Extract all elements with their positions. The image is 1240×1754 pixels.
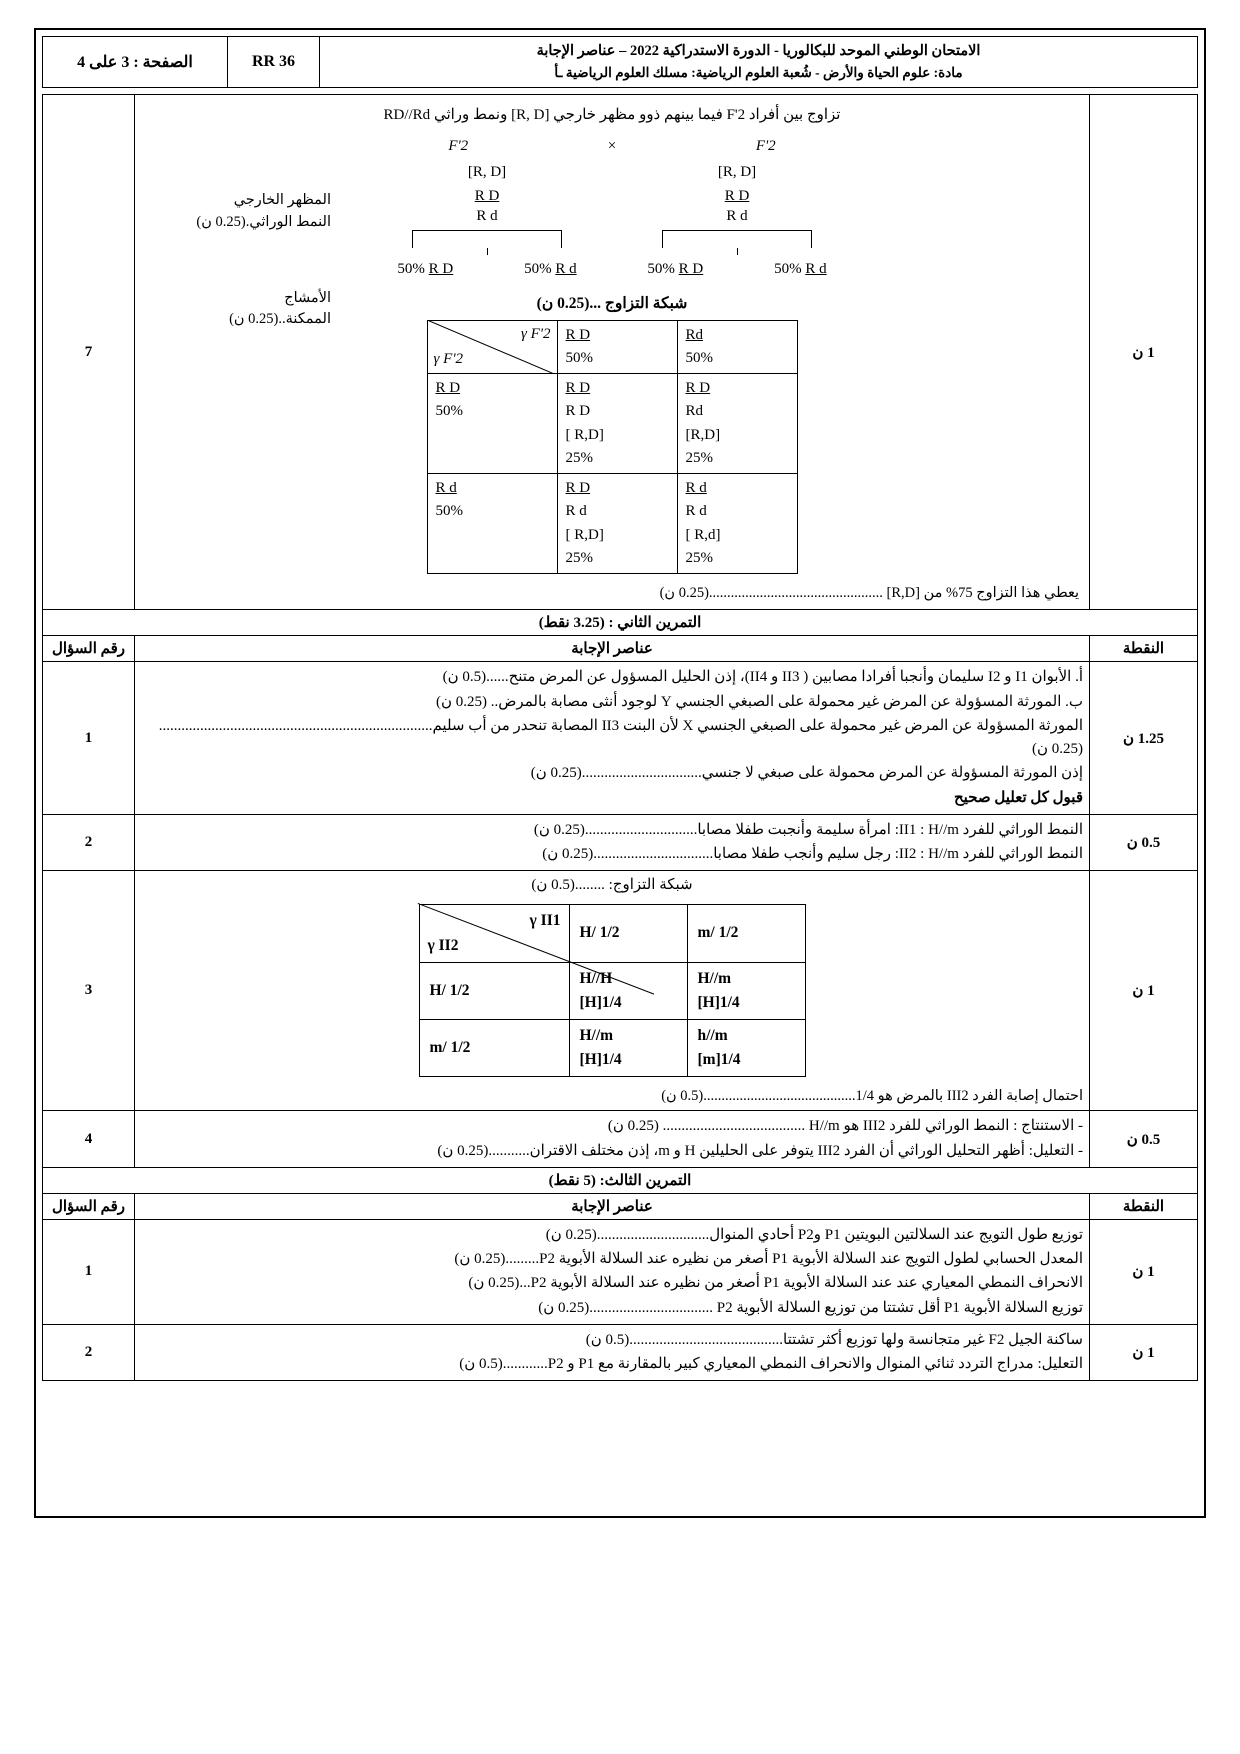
answer-line: النمط الوراثي للفرد II1 : H//m: امرأة سليمة وأنجبت طفلا مصابا..............................(0.25 ن) [533, 821, 1083, 838]
p2-cell12-line1: H//m [697, 969, 732, 987]
question-number: 1 [43, 662, 135, 815]
cell12-line1: R D [685, 380, 711, 397]
gamete-left-1-value: R D [428, 261, 454, 278]
punnett-col1-pct: 50% [565, 349, 593, 366]
answer-line: أ. الأبوان I1 و I2 سليمان وأنجبا أفرادا مصابين ( II3 و II4)، إذن الحليل المسؤول عن المرض متنح......(0.5 ن) [442, 669, 1083, 686]
p2-cell11-line2: [H]1/4 [579, 993, 622, 1011]
answer-line: إذن المورثة المسؤولة عن المرض محمولة على صبغي لا جنسي................................(0.25 ن) [530, 765, 1083, 782]
punnett2-corner-cell [419, 904, 569, 962]
question-number: 2 [43, 814, 135, 871]
punnett-row-1 [427, 374, 797, 474]
header-exam-code: RR 36 [228, 37, 320, 88]
answer-content [135, 95, 1090, 610]
answer-content [135, 1324, 1090, 1381]
phenotype-left: [R, D] [467, 163, 507, 180]
answer-line: ب. المورثة المسؤولة عن المرض غير محمولة على الصبغي الجنسي Y لوجود أنثى مصابة بالمرض.. (0.25 ن) [436, 693, 1083, 710]
page-border [34, 28, 1206, 1518]
header-page-label: الصفحة : 3 على 4 [43, 37, 228, 88]
cell22-line1: R d [685, 480, 707, 497]
p2-cell12-line2: [H]1/4 [697, 993, 740, 1011]
genotype-right-top: R D [724, 187, 750, 204]
genotype-right-bottom: R d [726, 208, 748, 224]
exercise3-title: التمرين الثالث: (5 نقط) [43, 1167, 1198, 1193]
col-header-note: النقطة [1090, 636, 1198, 662]
parent-right-label: F'2 [755, 138, 776, 155]
gamete-left-2-value: R d [555, 261, 577, 278]
answer-line: المعدل الحسابي لطول التويج عند السلالة الأبوية P1 أصغر من نظيره عند السلالة الأبوية P2.........(0.25 ن) [454, 1251, 1083, 1268]
section-title-row [43, 1167, 1198, 1193]
cell11-line2: R D [565, 403, 591, 420]
gamete-left-2 [524, 258, 577, 281]
table-row [43, 1111, 1198, 1168]
gamete-right-2-pct: 50% [774, 261, 802, 278]
gametes-right [612, 258, 862, 281]
answer-content [135, 1111, 1090, 1168]
gamete-right-2-value: R d [805, 261, 827, 278]
cell22-line2: R d [685, 503, 707, 520]
cross-side-labels [141, 138, 331, 331]
genotype-right [612, 186, 862, 227]
punnett-col2-pct: 50% [685, 349, 713, 366]
answer-line: توزيع السلالة الأبوية P1 أقل تشتتا من توزيع السلالة الأبوية P2 .................................(0.25 ن) [538, 1299, 1083, 1316]
punnett-row2-pct: 50% [435, 503, 463, 520]
cell21-line3: [ R,D] [565, 526, 604, 543]
punnett-cell-2-2 [677, 474, 797, 574]
punnett-col1-header [557, 320, 677, 374]
col-header-question: رقم السؤال [43, 636, 135, 662]
punnett-square-1 [427, 320, 798, 575]
answer-content [135, 814, 1090, 871]
label-genotype: النمط الوراثي.(0.25 ن) [196, 213, 331, 230]
p2-cell21-line1: H//m [579, 1026, 614, 1044]
answer-line: التعليل: مدراج التردد ثنائي المنوال والانحراف النمطي المعياري كبير بالمقارنة مع P1 و P2............(0.5 ن) [459, 1356, 1083, 1373]
label-phenotype: المظهر الخارجي [233, 192, 331, 208]
punnett2-cell-1-2 [687, 962, 805, 1019]
punnett2-row2-header: m/ 1/2 [419, 1019, 569, 1076]
punnett-row2-header [427, 474, 557, 574]
parent-left-label: F'2 [448, 138, 469, 155]
cell11-line3: [ R,D] [565, 426, 604, 443]
punnett-col2-header [677, 320, 797, 374]
punnett-cell-1-2 [677, 374, 797, 474]
answer-line: - الاستنتاج : النمط الوراثي للفرد III2 هو H//m ...................................... (0.25 ن) [607, 1118, 1083, 1135]
table-row [43, 1219, 1198, 1324]
col-header-question: رقم السؤال [43, 1193, 135, 1219]
punnett2-header-row [419, 904, 805, 962]
col-header-answer: عناصر الإجابة [135, 1193, 1090, 1219]
note-value: 0.5 ن [1090, 814, 1198, 871]
table-row [43, 871, 1198, 1111]
question-number: 7 [43, 95, 135, 610]
punnett2-corner-bottom: γ II2 [427, 936, 459, 954]
punnett-header-row [427, 320, 797, 374]
note-value: 1 ن [1090, 871, 1198, 1111]
table-row [43, 1324, 1198, 1381]
gamete-right-2 [774, 258, 827, 281]
cell21-line1: R D [565, 480, 591, 497]
punnett2-cell-2-2 [687, 1019, 805, 1076]
gametes-left [362, 258, 612, 281]
cell11-line4: 25% [565, 449, 593, 466]
exercise2-title: التمرين الثاني : (3.25 نقط) [43, 610, 1198, 636]
section-title-row [43, 610, 1198, 636]
p2-cell22-line2: [m]1/4 [697, 1050, 741, 1068]
genotype-left-bottom: R d [476, 208, 498, 224]
punnett-cell-1-1 [557, 374, 677, 474]
answer-line: - التعليل: أظهر التحليل الوراثي أن الفرد III2 يتوفر على الحليلين H و m، إذن مختلف الاقتران...........(0.25 ن) [437, 1142, 1083, 1159]
punnett-title: شبكة التزاوج ...(0.25 ن) [536, 294, 688, 312]
question-number: 4 [43, 1111, 135, 1168]
answer-content [135, 1219, 1090, 1324]
cross-diagram [141, 98, 1083, 606]
cell12-line3: [R,D] [685, 426, 721, 443]
answer-line: المورثة المسؤولة عن المرض غير محمولة على الصبغي الجنسي X لأن البنت II3 المصابة تنحدر من أب سليم.........................................................................(0.25 ن) [158, 717, 1083, 758]
answer-line: توزيع طول التويج عند السلالتين البويتين P1 وP2 أحادي المنوال..............................(0.25 ن) [545, 1226, 1083, 1243]
col-header-note: النقطة [1090, 1193, 1198, 1219]
note-value: 1 ن [1090, 95, 1198, 610]
cell12-line4: 25% [685, 449, 713, 466]
punnett-col1-gamete: R D [565, 326, 591, 343]
header-title-line1: الامتحان الوطني الموحد للبكالوريا - الدورة الاستدراكية 2022 – عناصر الإجابة [536, 43, 981, 59]
label-gametes-1: الأمشاج [284, 289, 331, 306]
note-value: 1 ن [1090, 1219, 1198, 1324]
table-row [43, 662, 1198, 815]
cell21-line2: R d [565, 503, 587, 520]
header-title-line2: مادة: علوم الحياة والأرض - شُعبة العلوم الرياضية: مسلك العلوم الرياضية ـأ [554, 64, 963, 80]
bracket-right [612, 230, 862, 248]
cell11-line1: R D [565, 380, 591, 397]
cell12-line2: Rd [685, 403, 704, 420]
punnett2-col1-header: H/ 1/2 [569, 904, 687, 962]
punnett-corner-cell [427, 320, 557, 374]
gamete-left-2-pct: 50% [524, 261, 552, 278]
p2-cell11-line1: H//H [579, 969, 613, 987]
gamete-right-1-value: R D [678, 261, 704, 278]
punnett-corner-bottom: γ F'2 [433, 350, 464, 367]
answer-line: النمط الوراثي للفرد II2 : H//m: رجل سليم وأنجب طفلا مصابا................................(0.25 ن) [542, 846, 1083, 863]
bracket-left [362, 230, 612, 248]
gamete-left-1-pct: 50% [397, 261, 425, 278]
note-value: 1 ن [1090, 1324, 1198, 1381]
question-number: 2 [43, 1324, 135, 1381]
table-row [43, 814, 1198, 871]
col-header-answer: عناصر الإجابة [135, 636, 1090, 662]
cell22-line3: [ R,d] [685, 526, 721, 543]
note-value: 0.5 ن [1090, 1111, 1198, 1168]
punnett-row1-gamete: R D [435, 380, 461, 397]
punnett-row-2 [427, 474, 797, 574]
header-title-cell [320, 37, 1198, 88]
answers-table [42, 94, 1198, 1381]
punnett-row2-gamete: R d [435, 480, 457, 497]
gamete-left-1 [397, 258, 453, 281]
punnett2-col2-header: m/ 1/2 [687, 904, 805, 962]
answer-line-emphasis: قبول كل تعليل صحيح [954, 789, 1083, 806]
cross-intro-text: تزاوج بين أفراد F'2 فيما بينهم ذوو مظهر خارجي [R, D] ونمط وراثي RD//Rd [383, 107, 841, 123]
ex1-conclusion: يعطي هذا التزاوج 75% من [R,D] ................................................(0.25 ن) [659, 585, 1079, 602]
question-number: 3 [43, 871, 135, 1111]
cross-times-symbol: × [607, 138, 617, 155]
p2-cell22-line1: h//m [697, 1026, 728, 1044]
genotype-left-top: R D [474, 187, 500, 204]
punnett-square-2 [419, 904, 806, 1077]
punnett2-row1-header: H/ 1/2 [419, 962, 569, 1019]
column-header-row [43, 1193, 1198, 1219]
cell22-line4: 25% [685, 549, 713, 566]
punnett2-conclusion: احتمال إصابة الفرد III2 بالمرض هو 1/4..........................................(0.5 ن) [661, 1087, 1083, 1104]
gamete-right-1-pct: 50% [647, 261, 675, 278]
punnett2-corner-top: γ II1 [529, 911, 561, 929]
cell21-line4: 25% [565, 549, 593, 566]
punnett-row1-pct: 50% [435, 403, 463, 420]
column-header-row [43, 636, 1198, 662]
question-number: 1 [43, 1219, 135, 1324]
label-gametes-2: الممكنة..(0.25 ن) [229, 311, 331, 328]
punnett-row1-header [427, 374, 557, 474]
punnett-cell-2-1 [557, 474, 677, 574]
phenotype-right: [R, D] [717, 163, 757, 180]
answer-line: الانحراف النمطي المعياري عند عند السلالة الأبوية P1 أصغر من نظيره عند السلالة الأبوية P2...(0.25 ن) [468, 1275, 1083, 1292]
table-row [43, 95, 1198, 610]
p2-cell21-line2: [H]1/4 [579, 1050, 622, 1068]
answer-content [135, 662, 1090, 815]
punnett2-intro: شبكة التزاوج: ........(0.5 ن) [531, 877, 693, 894]
note-value: 1.25 ن [1090, 662, 1198, 815]
answer-content [135, 871, 1090, 1111]
punnett-col2-gamete: Rd [685, 326, 704, 343]
gamete-right-1 [647, 258, 703, 281]
answer-line: ساكنة الجيل F2 غير متجانسة ولها توزيع أكثر تشتتا.........................................(0.5 ن) [585, 1331, 1083, 1348]
genotype-left [362, 186, 612, 227]
page-header [42, 36, 1198, 88]
punnett-corner-top: γ F'2 [520, 325, 551, 342]
